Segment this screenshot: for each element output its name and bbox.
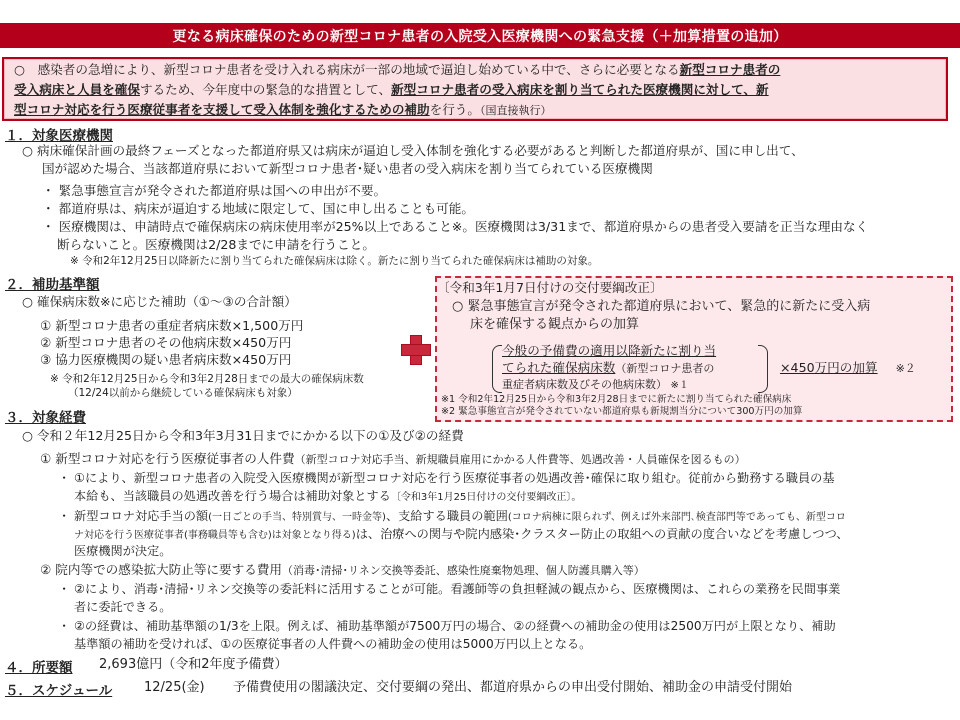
- section-heading-costs: ３．対象経費: [5, 410, 86, 426]
- section2-main: ○ 確保病床数※に応じた補助（①～③の合計額）: [22, 294, 297, 309]
- section1-main-line1: ○ 病床確保計画の最終フェーズとなった都道府県又は病床が逼迫し受入体制を強化する必要があると判断した都道府県が、国に申し出て、: [22, 143, 804, 158]
- summary-text: ○ 感染者の急増により、新型コロナ患者を受け入れる病床が一部の地域で逼迫し始めている中で、さらに必要となる: [14, 62, 680, 77]
- section-heading-subsidy: ２．補助基準額: [5, 277, 100, 293]
- summary-box: [2, 57, 948, 121]
- bullet-text: 本給も、当該職員の処遇改善を行う場合は補助対象とする: [74, 489, 391, 503]
- section2-note: ※ 令和2年12月25日から令和3年2月28日までの最大の確保病床数: [50, 373, 364, 385]
- section3-item1-title: [40, 450, 746, 469]
- item-title: ① 新型コロナ対応を行う医療従事者の人件費: [40, 451, 295, 466]
- section3-item1-bullet2: [58, 507, 846, 527]
- summary-emphasis: 新型コロナ患者の: [679, 62, 781, 77]
- summary-emphasis: 型コロナ対応を行う医療従事者を支援して受入体制を強化するための補助: [14, 102, 430, 117]
- page-title: 更なる病床確保のための新型コロナ患者の入院受入医療機関への緊急支援（＋加算措置の追加）: [0, 23, 960, 48]
- summary-text: を行う。: [429, 102, 480, 117]
- section3-item1-bullet: ・ ①により、新型コロナ患者の入院受入医療機関が新型コロナ対応を行う医療従事者の処遇改善･確保に取り組む。従前から勤務する職員の基: [58, 471, 835, 485]
- addition-main-line1: ○ 緊急事態宣言が発令された都道府県において、緊急的に新たに受入病: [452, 299, 871, 314]
- multiplier-note: ※２: [895, 362, 916, 375]
- bracket-right: [758, 345, 768, 393]
- formula-note: ※１: [670, 380, 689, 391]
- formula-text: 重症者病床数及びその他病床数）: [502, 378, 667, 391]
- addition-footnote: ※2 緊急事態宣言が発令されていない都道府県も新規割当分について300万円の加算: [441, 406, 803, 417]
- bullet-note: ナ対応を行う医療従事者(事務職員等も含む)は対象となり得る): [74, 530, 356, 541]
- item-title: ② 院内等での感染拡大防止等に要する費用: [40, 562, 282, 577]
- section3-item2-bullet2-cont: 基準額の補助を受ければ、①の医療従事者の人件費への補助金の使用は5000万円以上となる。: [74, 637, 592, 651]
- summary-line-3: [14, 100, 938, 121]
- multiplier-text: ×450万円の加算: [780, 360, 878, 375]
- section-heading-target: １．対象医療機関: [5, 128, 113, 144]
- addition-footnote: ※1 令和2年12月25日から令和3年2月28日までに新たに割り当てられた確保病床: [441, 394, 792, 405]
- summary-line-2: [14, 80, 938, 100]
- section1-bullet: ・ 医療機関は、申請時点で確保病床の病床使用率が25%以上であること※。医療機関は3/31まで、都道府県からの患者受入要請を正当な理由なく: [42, 219, 869, 234]
- summary-line-1: [14, 60, 938, 80]
- bullet-text: ・ 新型コロナ対応手当の額: [58, 509, 209, 523]
- formula-line3: [502, 376, 689, 395]
- addition-header: 〔令和3年1月7日付けの交付要綱改正〕: [437, 280, 663, 295]
- section2-item: ② 新型コロナ患者のその他病床数×450万円: [40, 335, 292, 350]
- formula-text: 新たに割り当: [640, 343, 717, 358]
- section2-item: ① 新型コロナ患者の重症者病床数×1,500万円: [40, 318, 304, 333]
- section4-value: 2,693億円（令和2年度予備費）: [99, 657, 288, 672]
- section1-main-line2: 国が認めた場合、当該都道府県において新型コロナ患者･疑い患者の受入病床を割り当てられている医療機関: [42, 161, 653, 176]
- bullet-text: 、支給する職員の範囲: [385, 509, 508, 523]
- section3-item1-bullet2-cont: [74, 525, 848, 545]
- bracket-left: [492, 345, 502, 393]
- section2-item: ③ 協力医療機関の疑い患者病床数×450万円: [40, 352, 292, 367]
- section3-item2-title: [40, 561, 645, 580]
- section3-item2-bullet-cont: 者に委託できる。: [74, 600, 172, 614]
- summary-text: するため、今年度中の緊急的な措置として、: [139, 82, 392, 97]
- formula-multiplier: [780, 359, 916, 378]
- section2-note: （12/24以前から継続している確保病床も対象）: [68, 387, 298, 399]
- section3-main: ○ 令和２年12月25日から令和3年3月31日までにかかる以下の①及び②の経費: [22, 428, 464, 443]
- section1-note: ※ 令和2年12月25日以降新たに割り当てられた確保病床は除く。新たに割り当てられた確保病床は補助の対象。: [70, 255, 599, 267]
- summary-emphasis: 受入病床と人員を確保: [14, 82, 140, 97]
- summary-emphasis: 新型コロナ患者の受入病床を割り当てられた医療機関に対して、新: [391, 82, 769, 97]
- section-heading-schedule: ５．スケジュール: [5, 683, 113, 699]
- section3-item1-bullet2-cont: 医療機関が決定。: [74, 544, 172, 558]
- item-note: （新型コロナ対応手当、新規職員雇用にかかる人件費等、処遇改善・人員確保を図るもの）: [294, 453, 746, 466]
- section5-value: 予備費使用の閣議決定、交付要綱の発出、都道府県からの申出受付開始、補助金の申請受付開始: [233, 680, 793, 695]
- bullet-note: (一日ごとの手当、特別賞与、一時金等): [208, 512, 386, 523]
- section3-item2-bullet2: ・ ②の経費は、補助基準額の1/3を上限。例えば、補助基準額が7500万円の場合、②の経費への補助金の使用は2500万円が上限となり、補助: [58, 619, 836, 633]
- summary-note: （国直接執行）: [479, 104, 552, 117]
- section1-bullet: ・ 緊急事態宣言が発令された都道府県は国への申出が不要。: [42, 183, 387, 198]
- section3-item1-bullet-cont: [74, 487, 581, 507]
- bullet-text: は、治療への関与や院内感染･クラスター防止の取組への貢献の度合いなどを考慮しつつ、: [355, 527, 849, 541]
- bullet-note: 〔令和3年1月25日付けの交付要綱改正〕。: [390, 492, 582, 503]
- plus-icon: [401, 335, 429, 363]
- formula-text: てられた確保病床数: [502, 360, 616, 375]
- formula-text: 今般の予備費の適用以降: [502, 343, 641, 358]
- section5-date: 12/25(金): [144, 680, 205, 695]
- bullet-note: (コロナ病棟に限られず、例えば外来部門､検査部門等であっても、新型コロ: [507, 512, 846, 523]
- section1-bullet: ・ 都道府県は、病床が逼迫する地域に限定して、国に申し出ることも可能。: [42, 201, 474, 216]
- formula-line1: [502, 342, 716, 360]
- section-heading-amount: ４．所要額: [5, 660, 73, 676]
- item-note: （消毒･清掃･リネン交換等委託、感染性廃棄物処理、個人防護具購入等）: [281, 564, 645, 577]
- formula-note: （新型コロナ患者の: [615, 362, 715, 375]
- addition-main-line2: 床を確保する観点からの加算: [470, 317, 640, 332]
- section1-bullet-cont: 断らないこと。医療機関は2/28までに申請を行うこと。: [57, 237, 375, 252]
- section3-item2-bullet: ・ ②により、消毒･清掃･リネン交換等の委託料に活用することが可能。看護師等の負担軽減の観点から、医療機関は、これらの業務を民間事業: [58, 582, 841, 596]
